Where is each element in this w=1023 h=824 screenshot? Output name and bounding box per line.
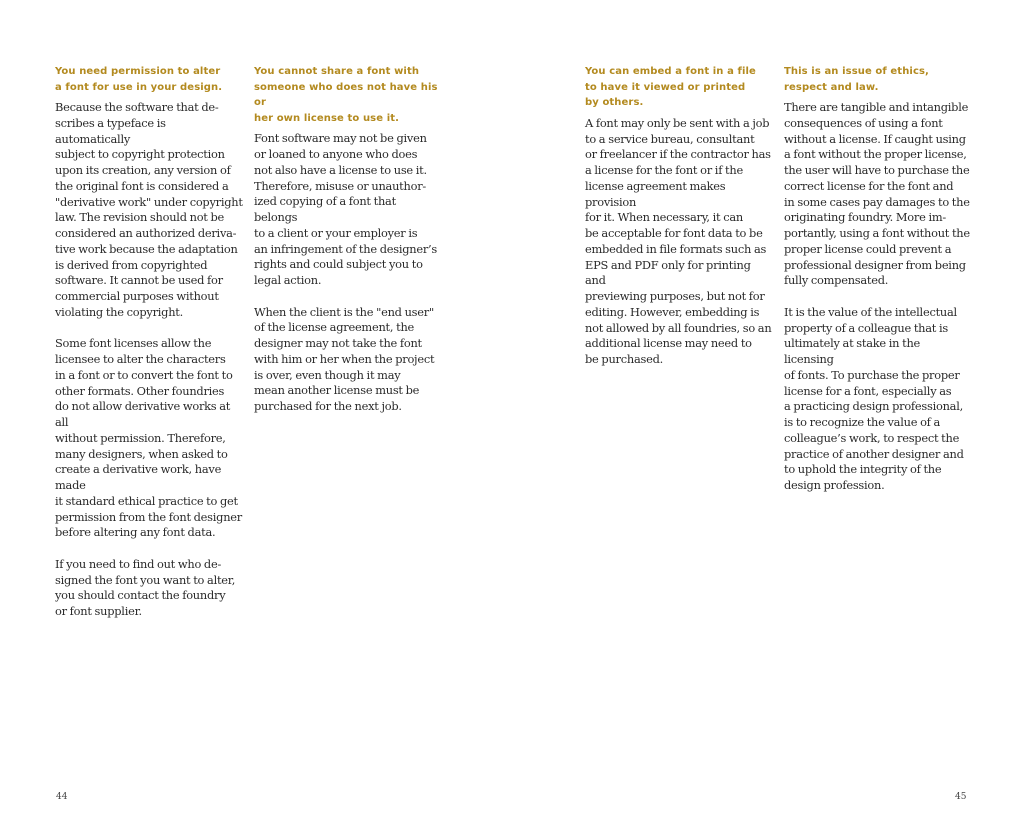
right-page-column-2 — [784, 64, 972, 510]
section-heading-permission: You need permission to alter a font for use in your design. — [55, 66, 223, 93]
section-heading-embedding: You can embed a font in a file to have it viewed or printed by others. — [585, 66, 756, 109]
body-paragraph: If you need to find out who de- signed the font you want to alter, you should contact the foundry or font supplier. — [55, 556, 236, 619]
section-heading-ethics: This is an issue of ethics, respect and law. — [784, 66, 929, 93]
page-number-right: 45 — [955, 792, 967, 802]
left-page-column-1 — [55, 64, 243, 636]
body-paragraph: There are tangible and intangible consequences of using a font without a license. If caught using a font without the proper license, the user will have to purchase the correct license for the font and in some cases pay damages to the originating foundry. More im- portantly, using a font without the proper license could prevent a professional designer from being fully compensated. — [784, 100, 970, 288]
page-number-left: 44 — [56, 792, 68, 802]
body-paragraph: Font software may not be given or loaned to anyone who does not also have a license to use it. Therefore, misuse or unauthor- ized copying of a font that belongs to a client or your employer is an infringement of the designer’s rights and could subject you to legal action. — [254, 131, 437, 288]
body-paragraph: Some font licenses allow the licensee to alter the characters in a font or to convert the font to other formats. Other foundries do not allow derivative works at all without permission. Therefore, many designers, when asked to create a derivative work, have made it standard ethical practice to get permission from the font designer before altering any font data. — [55, 336, 242, 540]
left-page-column-2 — [254, 64, 442, 431]
body-paragraph: It is the value of the intellectual property of a colleague that is ultimately at stake in the licensing of fonts. To purchase the proper license for a font, especially as a practicing design professional, is to recognize the value of a colleague’s work, to respect the practice of another designer and to uphold the integrity of the design profession. — [784, 304, 964, 493]
section-heading-sharing: You cannot share a font with someone who does not have his or her own license to use it. — [254, 66, 438, 124]
body-paragraph: When the client is the "end user" of the license agreement, the designer may not take the font with him or her when the project is over, even though it may mean another license must be purchased for the next job. — [254, 304, 435, 414]
body-paragraph: Because the software that de- scribes a typeface is automatically subject to copyright protection upon its creation, any version of the original font is considered a "derivative work" under copyright law. The revision should not be considered an authorized deriva- tive work because the adaptation is derived from copyrighted software. It cannot be used for commercial purposes without violating the copyright. — [55, 100, 243, 319]
body-paragraph: A font may only be sent with a job to a service bureau, consultant or freelancer if the contractor has a license for the font or if the license agreement makes provision for it. When necessary, it can be acceptable for font data to be embedded in file formats such as EPS and PDF only for printing and previewing purposes, but not for editing. However, embedding is not allowed by all foundries, so an additional license may need to be purchased. — [585, 115, 772, 367]
right-page-column-1 — [585, 64, 773, 384]
